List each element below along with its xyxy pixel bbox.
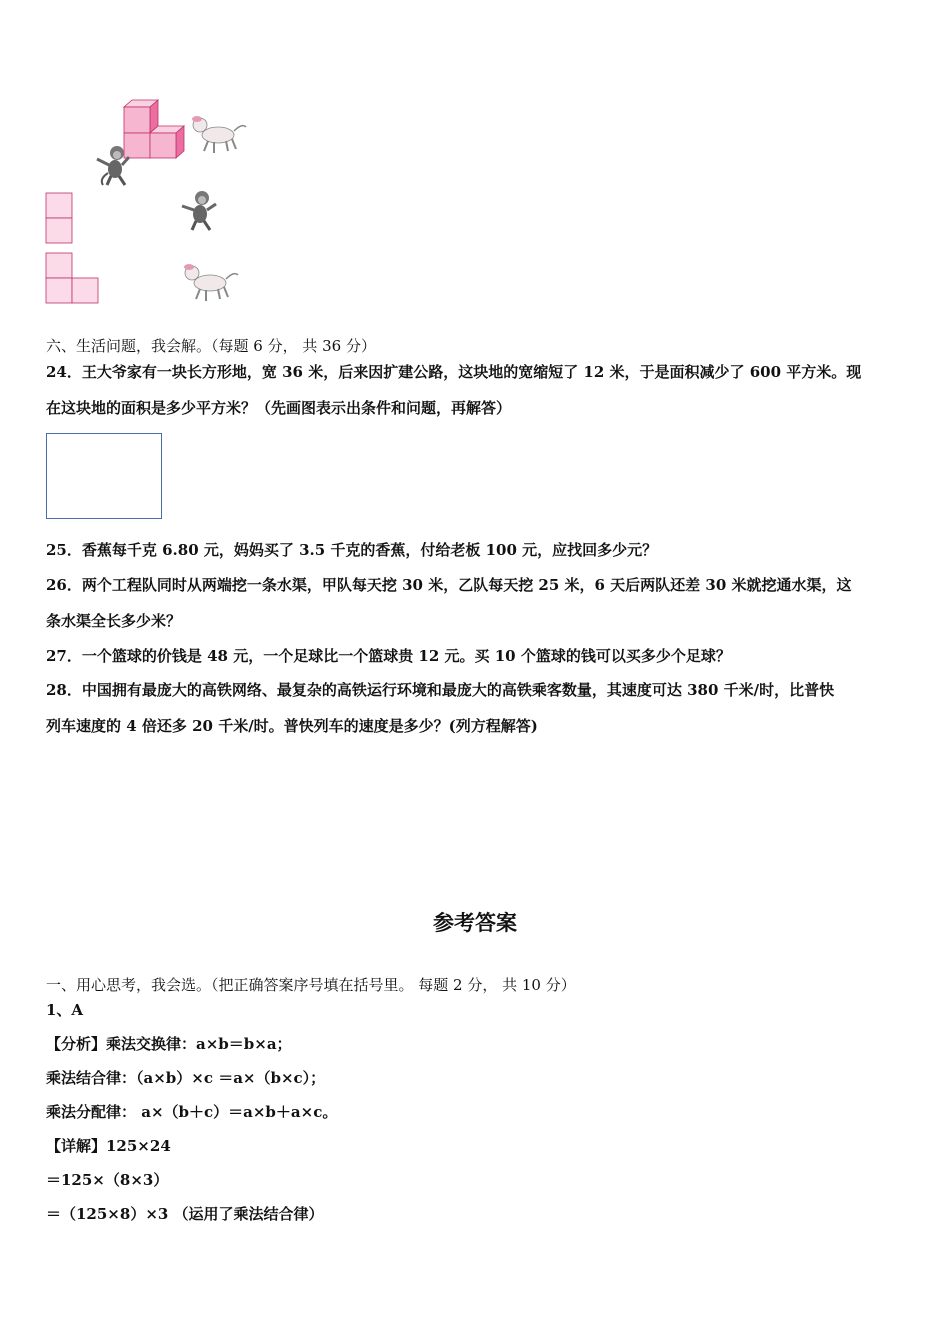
pink-cube-stack [124, 100, 184, 158]
view-l-shape [46, 253, 98, 303]
monkey-icon [182, 191, 216, 230]
q24-line2: 在这块地的面积是多少平方米？（先画图表示出条件和问题，再解答） [46, 399, 512, 417]
cube-stack-figure [40, 95, 260, 310]
detail-start: 【详解】125×24 [46, 1137, 171, 1155]
analysis-distributive: 乘法分配律： a×（b＋c）＝a×b＋a×c。 [46, 1103, 338, 1121]
q28-line2: 列车速度的 4 倍还多 20 千米/时。普快列车的速度是多少？(列方程解答) [46, 717, 538, 735]
q27: 27．一个篮球的价钱是 48 元，一个足球比一个篮球贵 12 元。买 10 个篮球的钱可以买多少个足球？ [46, 647, 731, 665]
dog-icon [192, 116, 246, 153]
dog-icon [184, 264, 238, 301]
view-vertical-two [46, 193, 72, 243]
analysis-associative: 乘法结合律：（a×b）×c ＝a×（b×c）； [46, 1069, 326, 1087]
answer-1: 1、A [46, 1001, 84, 1019]
answers-title: 参考答案 [433, 910, 517, 935]
q26-line1: 26．两个工程队同时从两端挖一条水渠，甲队每天挖 30 米，乙队每天挖 25 米，6 天后两队还差 30 米就挖通水渠，这 [46, 576, 852, 594]
q24-drawing-box [46, 433, 162, 519]
q28-line1: 28．中国拥有最庞大的高铁网络、最复杂的高铁运行环境和最庞大的高铁乘客数量，其速度可达 380 千米/时，比普快 [46, 681, 835, 699]
detail-step2: ＝（125×8）×3 （运用了乘法结合律） [46, 1205, 324, 1223]
analysis-commutative: 【分析】乘法交换律：a×b＝b×a； [46, 1035, 292, 1053]
detail-step1: ＝125×（8×3） [46, 1171, 169, 1189]
q25: 25．香蕉每千克 6.80 元，妈妈买了 3.5 千克的香蕉，付给老板 100 元，应找回多少元？ [46, 541, 658, 559]
q24-line1: 24．王大爷家有一块长方形地，宽 36 米，后来因扩建公路，这块地的宽缩短了 12 米，于是面积减少了 600 平方米。现 [46, 363, 862, 381]
q26-line2: 条水渠全长多少米？ [46, 612, 182, 630]
answers-section1-heading: 一、用心思考，我会选。（把正确答案序号填在括号里。 每题 2 分， 共 10 分） [46, 976, 576, 994]
section6-heading: 六、生活问题，我会解。（每题 6 分， 共 36 分） [46, 337, 376, 355]
